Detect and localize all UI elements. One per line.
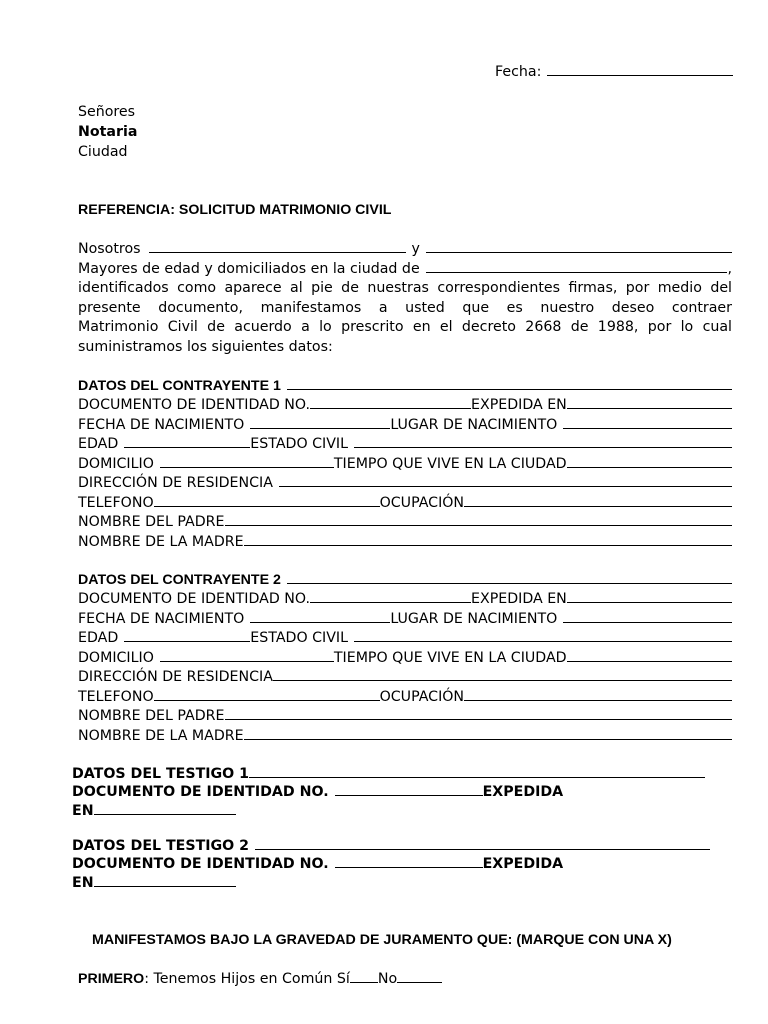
padre-label: NOMBRE DEL PADRE bbox=[78, 708, 225, 724]
intro-line-5: Matrimonio Civil de acuerdo a lo prescrito en el decreto 2668 de 1988, por lo cual bbox=[78, 319, 732, 335]
ciudad-label: Mayores de edad y domiciliados en la ciudad de bbox=[78, 261, 420, 277]
contrayente-1-direccion-line bbox=[78, 474, 732, 494]
contrayente-1-name-field[interactable] bbox=[287, 389, 732, 390]
estado-civil-field[interactable] bbox=[354, 641, 732, 642]
edad-field[interactable] bbox=[124, 447, 250, 448]
expedida-label: EXPEDIDA bbox=[482, 784, 564, 800]
estado-civil-label: ESTADO CIVIL bbox=[250, 630, 349, 646]
contrayente-1-domicilio-line bbox=[78, 455, 732, 475]
domicilio-label: DOMICILIO bbox=[78, 650, 154, 666]
contrayente-2-nacimiento-line bbox=[78, 610, 732, 630]
madre-label: NOMBRE DE LA MADRE bbox=[78, 534, 244, 550]
edad-label: EDAD bbox=[78, 630, 119, 646]
intro-line-6: suministramos los siguientes datos: bbox=[78, 339, 333, 355]
recipient-line-3: Ciudad bbox=[78, 144, 128, 160]
contrayente-2-title-line bbox=[78, 571, 732, 591]
ocupacion-label: OCUPACIÓN bbox=[379, 689, 465, 705]
contrayente-2-madre-line bbox=[78, 727, 732, 747]
documento-label: DOCUMENTO DE IDENTIDAD NO. bbox=[72, 784, 329, 800]
direccion-label: DIRECCIÓN DE RESIDENCIA bbox=[78, 475, 273, 491]
documento-field[interactable] bbox=[310, 602, 471, 603]
tiempo-label: TIEMPO QUE VIVE EN LA CIUDAD bbox=[333, 456, 567, 472]
contrayente-1-documento-line bbox=[78, 396, 732, 416]
testigo-1-documento-line bbox=[72, 783, 563, 803]
expedida-label: EXPEDIDA EN bbox=[471, 397, 567, 413]
edad-field[interactable] bbox=[124, 641, 250, 642]
intro-line-3: identificados como aparece al pie de nuestras correspondientes firmas, por medio del bbox=[78, 280, 732, 296]
testigo-1-name-field[interactable] bbox=[249, 777, 705, 778]
fecha-line bbox=[495, 63, 733, 83]
ocupacion-field[interactable] bbox=[464, 506, 732, 507]
ocupacion-field[interactable] bbox=[464, 700, 732, 701]
no-checkbox[interactable] bbox=[397, 982, 442, 983]
en-label: EN bbox=[72, 875, 94, 891]
en-field[interactable] bbox=[94, 814, 236, 815]
documento-label: DOCUMENTO DE IDENTIDAD NO. bbox=[78, 591, 311, 607]
referencia-heading: REFERENCIA: SOLICITUD MATRIMONIO CIVIL bbox=[78, 202, 392, 218]
expedida-field[interactable] bbox=[567, 602, 732, 603]
expedida-field[interactable] bbox=[567, 408, 732, 409]
contrayente-2-edad-line bbox=[78, 629, 732, 649]
fecha-field[interactable] bbox=[547, 75, 733, 76]
domicilio-field[interactable] bbox=[160, 467, 334, 468]
intro-line-1 bbox=[78, 240, 732, 260]
edad-label: EDAD bbox=[78, 436, 119, 452]
lugar-nac-field[interactable] bbox=[563, 428, 732, 429]
primero-label: PRIMERO bbox=[78, 971, 145, 987]
domicilio-field[interactable] bbox=[160, 661, 334, 662]
testigo-2-en-line bbox=[72, 874, 236, 894]
fecha-label: Fecha: bbox=[495, 64, 542, 80]
expedida-label: EXPEDIDA EN bbox=[471, 591, 567, 607]
testigo-2-name-field[interactable] bbox=[255, 849, 710, 850]
padre-label: NOMBRE DEL PADRE bbox=[78, 514, 225, 530]
lugar-nac-label: LUGAR DE NACIMIENTO bbox=[390, 417, 558, 433]
madre-field[interactable] bbox=[244, 739, 732, 740]
primero-line bbox=[78, 970, 442, 990]
telefono-label: TELEFONO bbox=[78, 689, 154, 705]
intro-line-4: presente documento, manifestamos a usted que es nuestro deseo contraer bbox=[78, 300, 732, 316]
si-checkbox[interactable] bbox=[350, 982, 378, 983]
documento-field[interactable] bbox=[310, 408, 471, 409]
recipient-line-2: Notaria bbox=[78, 124, 138, 140]
en-field[interactable] bbox=[94, 886, 236, 887]
fecha-nac-field[interactable] bbox=[250, 428, 390, 429]
telefono-field[interactable] bbox=[154, 506, 380, 507]
contrayente-2-title: DATOS DEL CONTRAYENTE 2 bbox=[78, 572, 281, 588]
intro-line-2 bbox=[78, 260, 732, 280]
contrayente-1-title-line bbox=[78, 377, 732, 397]
juramento-heading: MANIFESTAMOS BAJO LA GRAVEDAD DE JURAMENTO QUE: (MARQUE CON UNA X) bbox=[92, 932, 672, 948]
padre-field[interactable] bbox=[225, 525, 733, 526]
lugar-nac-label: LUGAR DE NACIMIENTO bbox=[390, 611, 558, 627]
testigo-2-title-line bbox=[72, 837, 710, 857]
testigo-2-title: DATOS DEL TESTIGO 2 bbox=[72, 838, 250, 854]
comma-label: , bbox=[727, 261, 732, 277]
contrayente-1-telefono-line bbox=[78, 494, 732, 514]
ciudad-field[interactable] bbox=[426, 272, 728, 273]
telefono-field[interactable] bbox=[154, 700, 380, 701]
contrayente-2-name-field[interactable] bbox=[287, 583, 732, 584]
estado-civil-field[interactable] bbox=[354, 447, 732, 448]
contrayente-1-madre-line bbox=[78, 533, 732, 553]
documento-label: DOCUMENTO DE IDENTIDAD NO. bbox=[72, 856, 329, 872]
tiempo-label: TIEMPO QUE VIVE EN LA CIUDAD bbox=[333, 650, 567, 666]
testigo-1-en-line bbox=[72, 802, 236, 822]
nombre-2-field[interactable] bbox=[426, 252, 732, 253]
contrayente-2-telefono-line bbox=[78, 688, 732, 708]
tiempo-field[interactable] bbox=[567, 467, 732, 468]
fecha-nac-label: FECHA DE NACIMIENTO bbox=[78, 611, 245, 627]
contrayente-1-title: DATOS DEL CONTRAYENTE 1 bbox=[78, 378, 281, 394]
documento-label: DOCUMENTO DE IDENTIDAD NO. bbox=[78, 397, 311, 413]
fecha-nac-field[interactable] bbox=[250, 622, 390, 623]
padre-field[interactable] bbox=[225, 719, 733, 720]
documento-field[interactable] bbox=[335, 867, 483, 868]
contrayente-2-padre-line bbox=[78, 707, 732, 727]
telefono-label: TELEFONO bbox=[78, 495, 154, 511]
madre-field[interactable] bbox=[244, 545, 732, 546]
contrayente-2-domicilio-line bbox=[78, 649, 732, 669]
ocupacion-label: OCUPACIÓN bbox=[379, 495, 465, 511]
recipient-line-1: Señores bbox=[78, 104, 136, 120]
domicilio-label: DOMICILIO bbox=[78, 456, 154, 472]
contrayente-2-documento-line bbox=[78, 590, 732, 610]
nombre-1-field[interactable] bbox=[149, 252, 406, 253]
contrayente-1-edad-line bbox=[78, 435, 732, 455]
testigo-1-title: DATOS DEL TESTIGO 1 bbox=[72, 766, 250, 782]
lugar-nac-field[interactable] bbox=[563, 622, 732, 623]
contrayente-1-nacimiento-line bbox=[78, 416, 732, 436]
no-label: No bbox=[377, 971, 398, 987]
direccion-label: DIRECCIÓN DE RESIDENCIA bbox=[78, 669, 273, 685]
contrayente-2-direccion-line bbox=[78, 668, 732, 688]
fecha-nac-label: FECHA DE NACIMIENTO bbox=[78, 417, 245, 433]
testigo-2-documento-line bbox=[72, 855, 563, 875]
madre-label: NOMBRE DE LA MADRE bbox=[78, 728, 244, 744]
nosotros-label: Nosotros bbox=[78, 241, 141, 257]
direccion-field[interactable] bbox=[273, 680, 732, 681]
documento-field[interactable] bbox=[335, 795, 483, 796]
expedida-label: EXPEDIDA bbox=[482, 856, 564, 872]
en-label: EN bbox=[72, 803, 94, 819]
direccion-field[interactable] bbox=[279, 486, 732, 487]
primero-text: : Tenemos Hijos en Común Sí bbox=[144, 971, 350, 987]
testigo-1-title-line bbox=[72, 765, 705, 785]
y-label: y bbox=[411, 241, 420, 257]
tiempo-field[interactable] bbox=[567, 661, 732, 662]
contrayente-1-padre-line bbox=[78, 513, 732, 533]
estado-civil-label: ESTADO CIVIL bbox=[250, 436, 349, 452]
